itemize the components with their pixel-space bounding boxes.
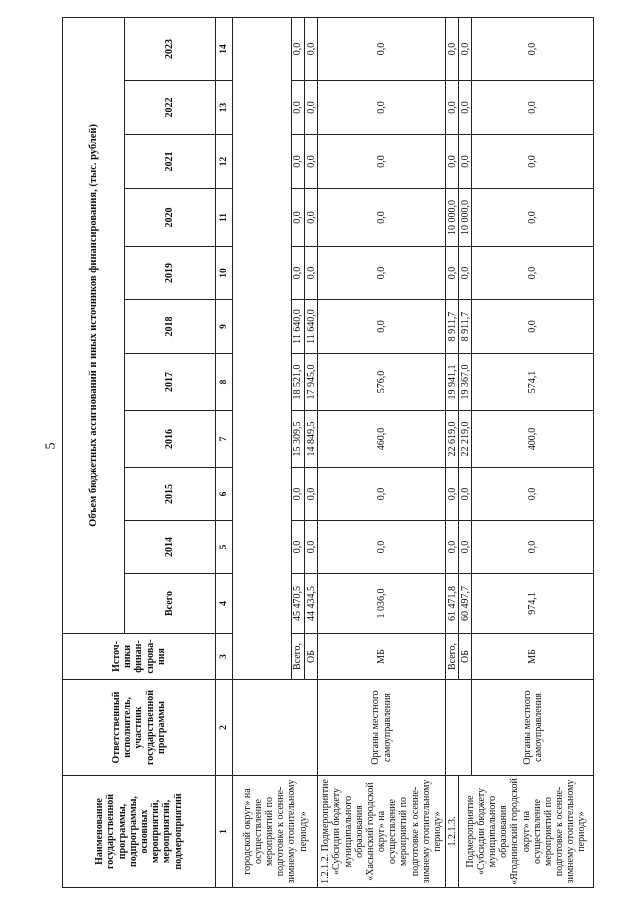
value-cell: 0,0	[446, 468, 459, 521]
value-cell: 18 521,0	[291, 354, 304, 411]
source-cell: Всего,	[446, 634, 459, 680]
value-cell: 0,0	[459, 521, 472, 574]
value-cell: 0,0	[459, 81, 472, 135]
value-cell: 0,0	[291, 81, 304, 135]
value-cell: 0,0	[446, 135, 459, 189]
value-cell: 15 309,5	[291, 411, 304, 468]
executor-cell: Органы местного самоуправления	[472, 680, 594, 776]
index-cell: 5	[215, 521, 232, 574]
year-header: 2019	[124, 247, 215, 300]
index-cell: 8	[215, 354, 232, 411]
value-cell: 0,0	[446, 247, 459, 300]
table-row	[446, 17, 459, 887]
value-cell: 400,0	[472, 411, 594, 468]
source-cell: ОБ	[459, 634, 472, 680]
value-cell: 14 849,5	[305, 411, 318, 468]
value-cell: 8 911,7	[446, 300, 459, 354]
index-cell: 4	[215, 574, 232, 634]
value-cell: 61 471,8	[446, 574, 459, 634]
value-cell: 10 000,0	[459, 189, 472, 247]
measure-name: городской округ» на осуществление мероприятий по подготовке к осенне-зимнему отопительному периоду»	[233, 776, 318, 888]
budget-table	[62, 17, 594, 888]
year-header: 2018	[124, 300, 215, 354]
index-cell: 12	[215, 135, 232, 189]
index-cell: 14	[215, 17, 232, 80]
year-header: Всего	[124, 574, 215, 634]
value-cell: 0,0	[459, 468, 472, 521]
measure-name: Подмероприятие «Субсидии бюджету муниципального образования «Ягоднинский городской округ» на осуществление мероприятий по подготовке к осенне-зимнему отопительному периоду»	[459, 776, 594, 888]
table-row	[472, 17, 594, 887]
index-cell: 6	[215, 468, 232, 521]
index-cell: 2	[215, 680, 232, 776]
table-row	[233, 17, 292, 887]
source-cell: МБ	[318, 634, 446, 680]
value-cell: 60 497,7	[459, 574, 472, 634]
value-cell: 0,0	[291, 521, 304, 574]
value-cell: 0,0	[472, 17, 594, 80]
value-cell: 0,0	[318, 468, 446, 521]
source-cell: Всего,	[291, 634, 304, 680]
value-cell: 11 640,0	[305, 300, 318, 354]
year-header: 2014	[124, 521, 215, 574]
value-cell: 0,0	[472, 135, 594, 189]
value-cell: 0,0	[318, 247, 446, 300]
value-cell: 0,0	[318, 521, 446, 574]
value-cell: 8 911,7	[459, 300, 472, 354]
year-header: 2017	[124, 354, 215, 411]
header-row-1	[63, 17, 125, 887]
value-cell: 10 000,0	[446, 189, 459, 247]
value-cell: 0,0	[446, 521, 459, 574]
value-cell: 0,0	[291, 468, 304, 521]
year-header: 2015	[124, 468, 215, 521]
value-cell: 0,0	[291, 247, 304, 300]
value-cell: 0,0	[305, 17, 318, 80]
index-cell: 1	[215, 776, 232, 888]
value-cell: 44 434,5	[305, 574, 318, 634]
value-cell: 576,0	[318, 354, 446, 411]
value-cell: 19 941,1	[446, 354, 459, 411]
value-cell: 0,0	[305, 521, 318, 574]
value-cell: 17 945,0	[305, 354, 318, 411]
index-cell: 7	[215, 411, 232, 468]
spacer-cell	[233, 17, 292, 679]
value-cell: 0,0	[318, 81, 446, 135]
value-cell: 1 036,0	[318, 574, 446, 634]
year-header: 2016	[124, 411, 215, 468]
source-cell: МБ	[472, 634, 594, 680]
index-row	[215, 17, 232, 887]
value-cell: 0,0	[446, 17, 459, 80]
page-number: 5	[43, 442, 59, 450]
year-header: 2023	[124, 17, 215, 80]
value-cell: 0,0	[291, 17, 304, 80]
value-cell: 22 219,0	[459, 411, 472, 468]
year-header: 2022	[124, 81, 215, 135]
value-cell: 0,0	[305, 135, 318, 189]
value-cell: 19 367,0	[459, 354, 472, 411]
rotated-table-wrapper	[62, 18, 594, 888]
value-cell: 0,0	[305, 189, 318, 247]
value-cell: 0,0	[291, 189, 304, 247]
value-cell: 0,0	[472, 247, 594, 300]
value-cell: 0,0	[472, 300, 594, 354]
index-cell: 13	[215, 81, 232, 135]
value-cell: 0,0	[291, 135, 304, 189]
value-cell: 22 619,0	[446, 411, 459, 468]
value-cell: 11 640,0	[291, 300, 304, 354]
executor-cell	[233, 680, 318, 776]
value-cell: 0,0	[472, 521, 594, 574]
index-cell: 10	[215, 247, 232, 300]
value-cell: 0,0	[318, 300, 446, 354]
value-cell: 0,0	[459, 247, 472, 300]
year-header: 2021	[124, 135, 215, 189]
index-cell: 11	[215, 189, 232, 247]
value-cell: 0,0	[318, 17, 446, 80]
value-cell: 0,0	[305, 468, 318, 521]
value-cell: 460,0	[318, 411, 446, 468]
measure-code: 1.2.1.3.	[446, 776, 459, 888]
value-cell: 0,0	[459, 17, 472, 80]
header-volume: Объем бюджетных ассигнований и иных источников финансирования, (тыс. рублей)	[63, 17, 125, 633]
source-cell: ОБ	[305, 634, 318, 680]
header-name: Наименование государственной программы, подпрограммы, основных мероприятий, мероприятий, подмероприятий	[63, 776, 216, 888]
executor-cell: Органы местного самоуправления	[318, 680, 446, 776]
value-cell: 45 470,5	[291, 574, 304, 634]
value-cell: 0,0	[305, 247, 318, 300]
value-cell: 974,1	[472, 574, 594, 634]
header-source: Источ-ники финан-сирова-ния	[63, 634, 216, 680]
table-row	[318, 17, 446, 887]
value-cell: 0,0	[305, 81, 318, 135]
index-cell: 3	[215, 634, 232, 680]
value-cell: 0,0	[446, 81, 459, 135]
year-header: 2020	[124, 189, 215, 247]
executor-cell	[446, 680, 472, 776]
value-cell: 574,1	[472, 354, 594, 411]
value-cell: 0,0	[472, 189, 594, 247]
value-cell: 0,0	[318, 189, 446, 247]
value-cell: 0,0	[318, 135, 446, 189]
measure-name: 1.2.1.2. Подмероприятие «Субсидии бюджету муниципального образования «Хасынский городской округ» на осуществление мероприятий по подготовке к осенне-зимнему отопительному периоду»	[318, 776, 446, 888]
value-cell: 0,0	[459, 135, 472, 189]
value-cell: 0,0	[472, 468, 594, 521]
index-cell: 9	[215, 300, 232, 354]
header-executor: Ответственный исполнитель, участник государственной программы	[63, 680, 216, 776]
value-cell: 0,0	[472, 81, 594, 135]
